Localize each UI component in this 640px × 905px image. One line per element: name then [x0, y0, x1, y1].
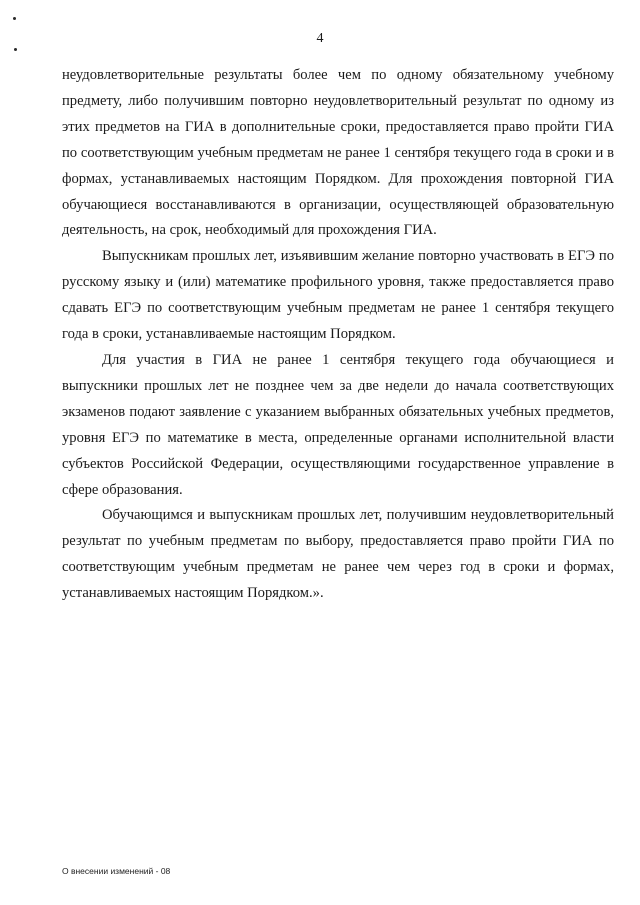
scan-speck: [13, 17, 16, 20]
document-body: [62, 63, 614, 607]
footer-note: О внесении изменений - 08: [62, 866, 171, 876]
page-number: 4: [316, 31, 324, 46]
paragraph-application: Для участия в ГИА не ранее 1 сентября текущего года обучающиеся и выпускники прошлых лет не позднее чем за две недели до начала соответствующих экзаменов подают заявление с указанием выбранных обязательных учебных предметов, уровня ЕГЭ по математике в места, определенные органами исполнительной власти субъектов Российской Федерации, осуществляющими государственное управление в сфере образования.: [62, 351, 614, 498]
paragraph-elective-subjects: Обучающимся и выпускникам прошлых лет, получившим неудовлетворительный результат по учебным предметам по выбору, предоставляется право пройти ГИА по соответствующим учебным предметам не ранее чем через год в сроки и формах, устанавливаемых настоящим Порядком.».: [62, 507, 614, 602]
paragraph-continuation: неудовлетворительные результаты более чем по одному обязательному учебному предмету, либо получившим повторно неудовлетворительный результат по одному из этих предметов на ГИА в дополнительные сроки, предоставляется право пройти ГИА по соответствующим учебным предметам не ранее 1 сентября текущего года в сроки и в формах, устанавливаемых настоящим Порядком. Для прохождения повторной ГИА обучающиеся восстанавливаются в организации, осуществляющей образовательную деятельность, на срок, необходимый для прохождения ГИА.: [62, 67, 614, 239]
scan-speck: [14, 48, 17, 51]
paragraph-graduates-retake: Выпускникам прошлых лет, изъявившим желание повторно участвовать в ЕГЭ по русскому языку и (или) математике профильного уровня, также предоставляется право сдавать ЕГЭ по соответствующим учебным предметам не ранее 1 сентября текущего года в сроки, устанавливаемые настоящим Порядком.: [62, 248, 614, 343]
